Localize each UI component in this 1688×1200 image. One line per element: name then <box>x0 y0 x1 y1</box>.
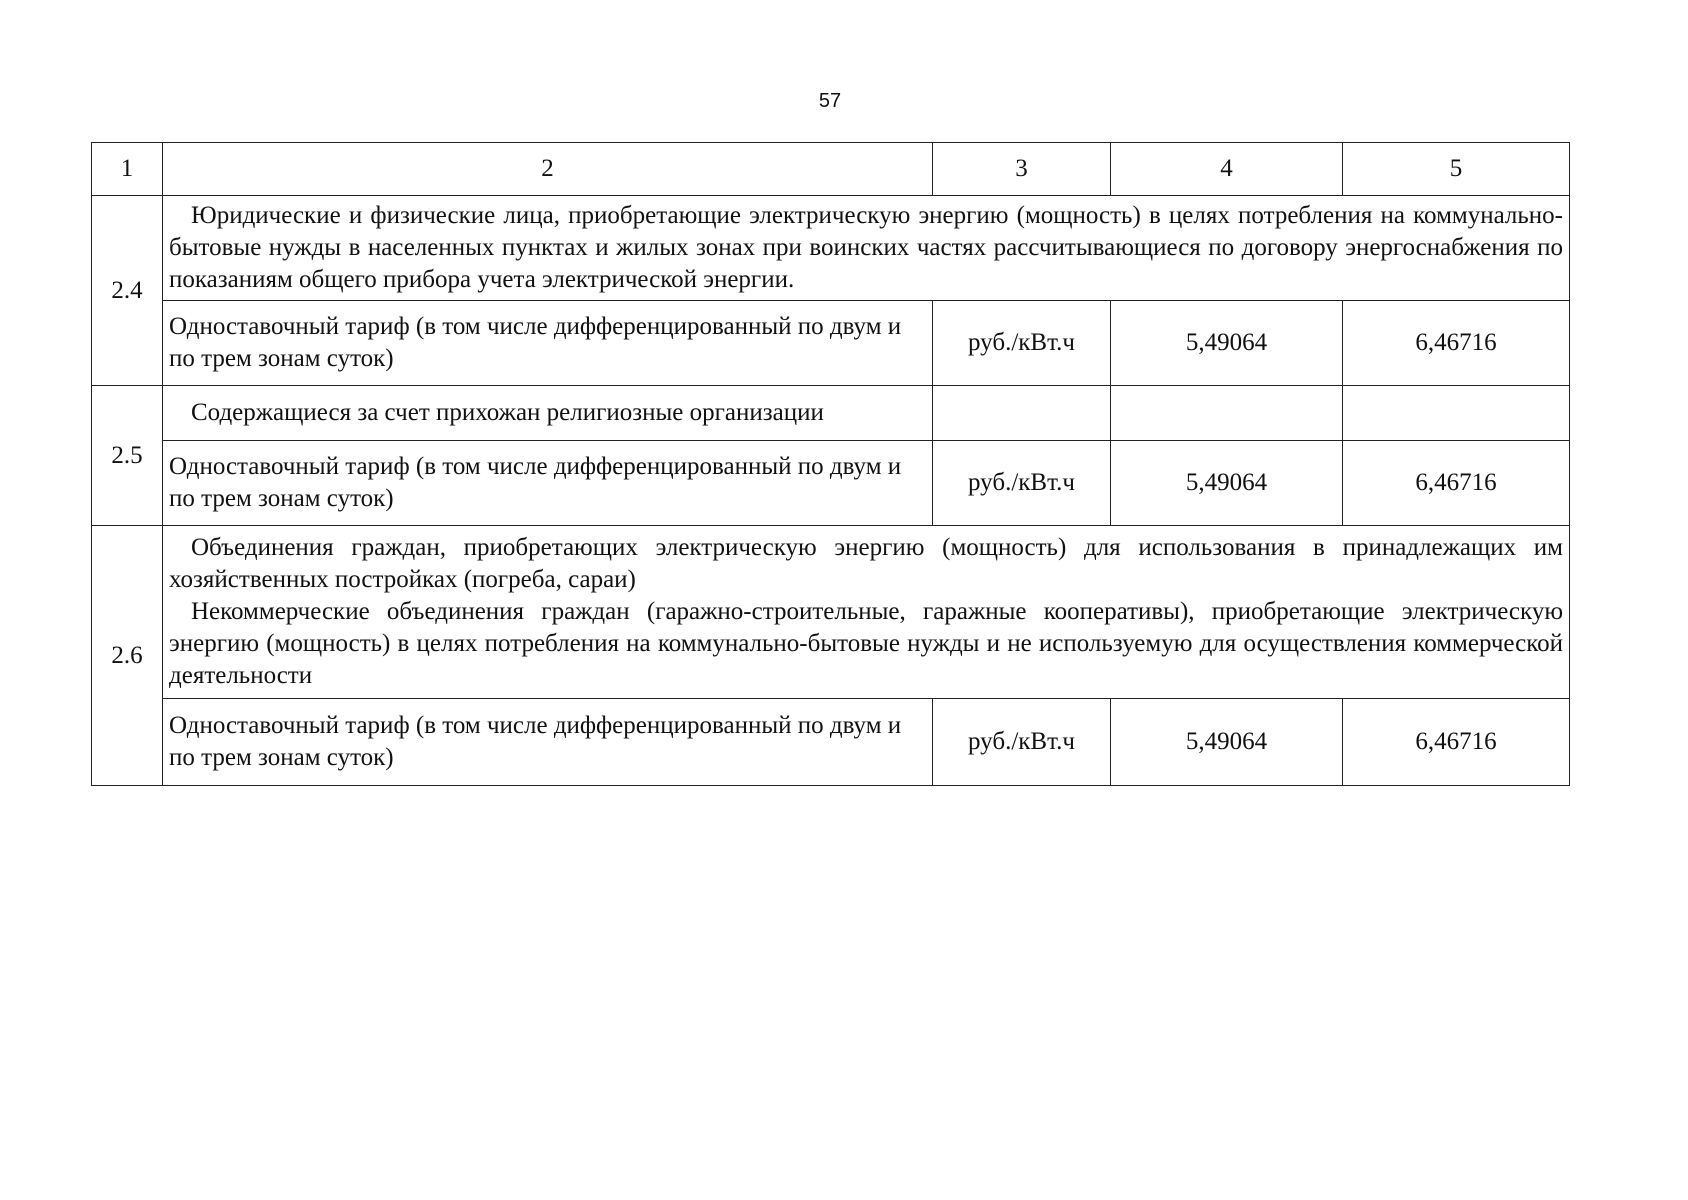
consumer-group-description <box>163 196 1570 301</box>
consumer-group-text: Юридические и физические лица, приобретающие электрическую энергию (мощность) в целях потребления на коммунально-бытовые нужды в населенных пунктах и жилых зонах при воинских частях рассчитывающиеся по договору энергоснабжения по показаниям общего прибора учета электрической энергии. <box>169 202 1563 293</box>
table-row <box>92 699 1570 786</box>
tariff-value-col4: 5,49064 <box>1111 699 1343 786</box>
column-number-2: 2 <box>163 143 933 196</box>
table-row <box>92 196 1570 301</box>
empty-cell <box>1111 386 1343 441</box>
tariff-value-col5: 6,46716 <box>1343 699 1570 786</box>
tariff-unit: руб./кВт.ч <box>933 699 1111 786</box>
tariff-unit: руб./кВт.ч <box>933 301 1111 386</box>
table-row <box>92 441 1570 526</box>
empty-cell <box>933 386 1111 441</box>
row-number: 2.4 <box>92 196 163 386</box>
tariff-value-col5: 6,46716 <box>1343 441 1570 526</box>
consumer-group-description: Содержащиеся за счет прихожан религиозные организации <box>163 386 933 441</box>
consumer-group-text-1: Объединения граждан, приобретающих электрическую энергию (мощность) для использования в принадлежащих им хозяйственных постройках (погреба, сараи) <box>169 534 1563 593</box>
column-number-3: 3 <box>933 143 1111 196</box>
tariff-name: Одноставочный тариф (в том числе дифференцированный по двум и по трем зонам суток) <box>163 301 933 386</box>
tariff-name: Одноставочный тариф (в том числе дифференцированный по двум и по трем зонам суток) <box>163 441 933 526</box>
consumer-group-description <box>163 526 1570 699</box>
tariff-value-col4: 5,49064 <box>1111 301 1343 386</box>
table-row <box>92 526 1570 699</box>
tariff-value-col5: 6,46716 <box>1343 301 1570 386</box>
column-number-5: 5 <box>1343 143 1570 196</box>
consumer-group-text-2: Некоммерческие объединения граждан (гаражно-строительные, гаражные кооперативы), приобретающие электрическую энергию (мощность) в целях потребления на коммунально-бытовые нужды и не используемую для осуществления коммерческой деятельности <box>169 598 1563 689</box>
table-row <box>92 301 1570 386</box>
row-number: 2.6 <box>92 526 163 786</box>
table-row <box>92 386 1570 441</box>
column-number-4: 4 <box>1111 143 1343 196</box>
tariff-value-col4: 5,49064 <box>1111 441 1343 526</box>
column-number-row <box>92 143 1570 196</box>
empty-cell <box>1343 386 1570 441</box>
row-number: 2.5 <box>92 386 163 526</box>
tariff-name: Одноставочный тариф (в том числе дифференцированный по двум и по трем зонам суток) <box>163 699 933 786</box>
page-number: 57 <box>818 90 842 112</box>
column-number-1: 1 <box>92 143 163 196</box>
tariff-unit: руб./кВт.ч <box>933 441 1111 526</box>
tariff-table <box>91 142 1570 786</box>
